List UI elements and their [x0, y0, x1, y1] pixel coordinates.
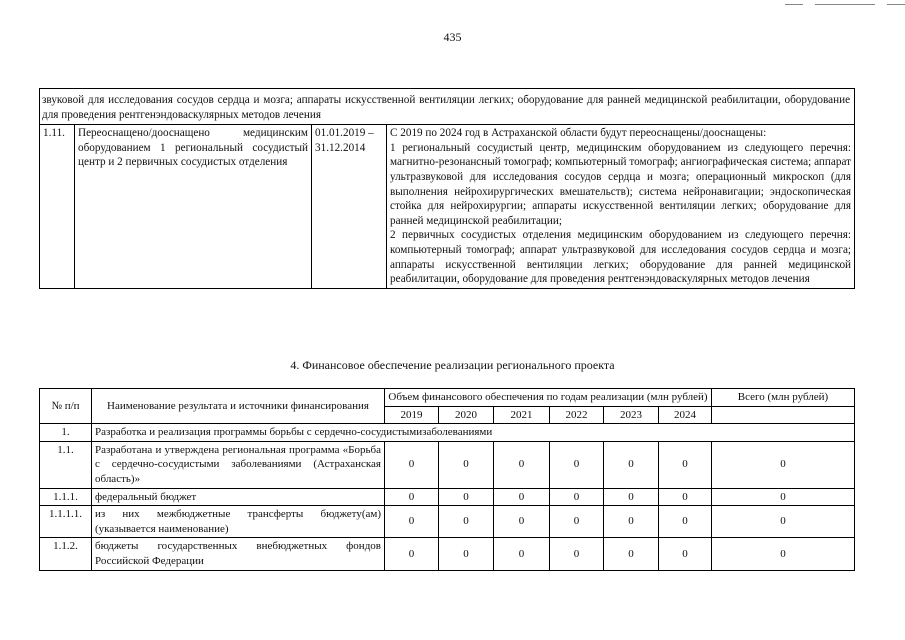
description-line: 2 первичных сосудистых отделения медицинским оборудованием из следующего перечня: компьютерный томограф; аппарат ультразвуковой для исследования сосудов сердца и мозга; аппараты искусственной вентиляции легких; оборудование для ранней медицинской реабилитации, оборудование для проведения рентгенэндоваскулярных методов лечения: [390, 229, 852, 286]
value-cell: 0: [659, 506, 712, 538]
header-year: 2020: [439, 406, 494, 424]
row-name: из них межбюджетные трансферты бюджету(ам) (указывается наименование): [92, 506, 385, 538]
row-num: 1.1.: [40, 441, 92, 488]
value-cell: 0: [604, 441, 659, 488]
continuation-text: звуковой для исследования сосудов сердца и мозга; аппараты искусственной вентиляции легких; оборудование для ранней медицинской реабилитации, оборудование для проведения рентгенэндоваскулярных методов лечения: [40, 89, 855, 125]
value-cell: 0: [385, 538, 439, 570]
page-number: 435: [443, 30, 462, 44]
row-num: 1.1.2.: [40, 538, 92, 570]
value-cell: 0: [385, 506, 439, 538]
row-name: Разработана и утверждена региональная программа «Борьба с сердечно-сосудистыми заболеваниями (Астраханская область)»: [92, 441, 385, 488]
value-cell: 0: [439, 538, 494, 570]
header-year: 2019: [385, 406, 439, 424]
value-cell: 0: [604, 506, 659, 538]
table-row: [40, 488, 855, 506]
header-total-empty: [712, 406, 855, 424]
description-line: С 2019 по 2024 год в Астраханской области будут переоснащены/дооснащены:: [390, 127, 767, 140]
row-name: федеральный бюджет: [92, 488, 385, 506]
value-cell: 0: [385, 441, 439, 488]
total-cell: 0: [712, 488, 855, 506]
header-year: 2023: [604, 406, 659, 424]
value-cell: 0: [494, 506, 550, 538]
value-cell: 0: [439, 488, 494, 506]
header-year: 2024: [659, 406, 712, 424]
value-cell: 0: [550, 488, 604, 506]
header-name: Наименование результата и источники финансирования: [92, 389, 385, 424]
section-text: Разработка и реализация программы борьбы с сердечно-сосудистымизаболеваниями: [92, 424, 855, 442]
table-row: [40, 441, 855, 488]
row-number: 1.11.: [40, 125, 75, 289]
value-cell: 0: [439, 441, 494, 488]
row-dates: 01.01.2019 – 31.12.2014: [312, 125, 387, 289]
value-cell: 0: [604, 538, 659, 570]
measures-table: [39, 88, 855, 289]
header-rule-marks: [773, 4, 905, 22]
header-year: 2021: [494, 406, 550, 424]
description-line: 1 региональный сосудистый центр, медицинским оборудованием из следующего перечня: магнитно-резонансный томограф; компьютерный томограф; ангиографическая система; аппарат ультразвуковой для исследования сосудов сердца и мозга; операционный микроскоп (для выполнения нейрохирургических вмешательств); система нейронавигации; эндоскопическая стойка для нейрохирургии; аппараты искусственной вентиляции легких; оборудование для ранней медицинской реабилитации;: [390, 141, 852, 227]
section-title: 4. Финансовое обеспечение реализации регионального проекта: [290, 358, 615, 372]
header-year: 2022: [550, 406, 604, 424]
section-row: [40, 424, 855, 442]
value-cell: 0: [385, 488, 439, 506]
continuation-row: [40, 89, 855, 125]
table-row: [40, 125, 855, 289]
row-num: 1.1.1.: [40, 488, 92, 506]
row-num: 1.1.1.1.: [40, 506, 92, 538]
row-description: [387, 125, 855, 289]
header-total: Всего (млн рублей): [712, 389, 855, 407]
table-row: [40, 506, 855, 538]
row-name: бюджеты государственных внебюджетных фондов Российской Федерации: [92, 538, 385, 570]
row-name: Переоснащено/дооснащено медицинским оборудованием 1 региональный сосудистый центр и 2 первичных сосудистых отделения: [75, 125, 312, 289]
financing-table: [39, 388, 855, 571]
value-cell: 0: [659, 538, 712, 570]
total-cell: 0: [712, 538, 855, 570]
value-cell: 0: [494, 441, 550, 488]
header-volume: Объем финансового обеспечения по годам реализации (млн рублей): [385, 389, 712, 407]
value-cell: 0: [550, 506, 604, 538]
value-cell: 0: [550, 538, 604, 570]
value-cell: 0: [659, 488, 712, 506]
value-cell: 0: [494, 538, 550, 570]
total-cell: 0: [712, 441, 855, 488]
section-num: 1.: [40, 424, 92, 442]
total-cell: 0: [712, 506, 855, 538]
value-cell: 0: [439, 506, 494, 538]
value-cell: 0: [550, 441, 604, 488]
value-cell: 0: [659, 441, 712, 488]
header-num: № п/п: [40, 389, 92, 424]
table-row: [40, 538, 855, 570]
header-row: [40, 389, 855, 407]
value-cell: 0: [494, 488, 550, 506]
value-cell: 0: [604, 488, 659, 506]
